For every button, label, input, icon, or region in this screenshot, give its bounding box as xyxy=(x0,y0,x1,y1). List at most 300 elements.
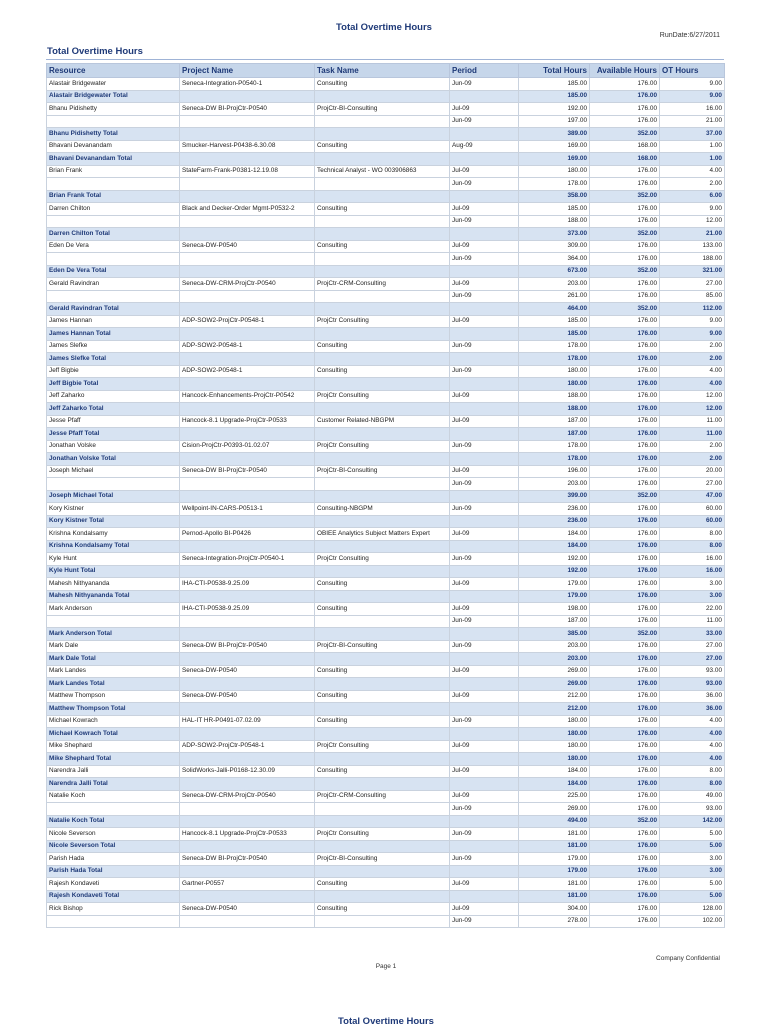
cell-ot-hours: 8.00 xyxy=(660,778,725,791)
cell-task xyxy=(315,490,450,503)
cell-period: Jun-09 xyxy=(450,715,519,728)
cell-task: Consulting xyxy=(315,203,450,216)
cell-available-hours: 176.00 xyxy=(590,440,660,453)
cell-task xyxy=(315,215,450,228)
cell-available-hours: 352.00 xyxy=(590,490,660,503)
cell-available-hours: 176.00 xyxy=(590,340,660,353)
cell-total-hours: 179.00 xyxy=(519,578,590,591)
cell-resource: Michael Kowrach xyxy=(47,715,180,728)
cell-ot-hours: 36.00 xyxy=(660,703,725,716)
cell-available-hours: 352.00 xyxy=(590,628,660,641)
cell-project xyxy=(180,653,315,666)
cell-available-hours: 176.00 xyxy=(590,203,660,216)
cell-task: Customer Related-NBGPM xyxy=(315,415,450,428)
subtotal-row xyxy=(47,628,725,641)
cell-available-hours: 176.00 xyxy=(590,640,660,653)
cell-period: Jun-09 xyxy=(450,915,519,928)
cell-period: Jul-09 xyxy=(450,690,519,703)
cell-period xyxy=(450,303,519,316)
cell-total-hours: 269.00 xyxy=(519,803,590,816)
cell-period: Jul-09 xyxy=(450,390,519,403)
cell-period xyxy=(450,428,519,441)
cell-project xyxy=(180,153,315,166)
cell-task: Consulting xyxy=(315,878,450,891)
cell-task xyxy=(315,128,450,141)
cell-project xyxy=(180,303,315,316)
cell-project: StateFarm-Frank-P0381-12.19.08 xyxy=(180,165,315,178)
cell-period: Jun-09 xyxy=(450,503,519,516)
subtotal-row xyxy=(47,490,725,503)
cell-task: Consulting xyxy=(315,903,450,916)
cell-period: Jun-09 xyxy=(450,340,519,353)
cell-task: Consulting xyxy=(315,240,450,253)
cell-project xyxy=(180,353,315,366)
cell-task: Consulting xyxy=(315,690,450,703)
cell-resource: Nicole Severson Total xyxy=(47,840,180,853)
cell-task xyxy=(315,353,450,366)
cell-ot-hours: 47.00 xyxy=(660,490,725,503)
cell-resource: Bhavani Devanandam xyxy=(47,140,180,153)
cell-resource: Rick Bishop xyxy=(47,903,180,916)
cell-task: ProjCtr Consulting xyxy=(315,828,450,841)
cell-ot-hours: 1.00 xyxy=(660,140,725,153)
cell-resource: Rajesh Kondaveti Total xyxy=(47,890,180,903)
cell-ot-hours: 2.00 xyxy=(660,178,725,191)
confidential-note: Company Confidential xyxy=(656,955,720,962)
subtotal-row xyxy=(47,540,725,553)
cell-resource: Matthew Thompson xyxy=(47,690,180,703)
cell-task xyxy=(315,303,450,316)
cell-task: ProjCtr Consulting xyxy=(315,553,450,566)
cell-period xyxy=(450,865,519,878)
cell-task xyxy=(315,453,450,466)
table-row xyxy=(47,615,725,628)
cell-task xyxy=(315,728,450,741)
cell-period: Jul-09 xyxy=(450,415,519,428)
cell-total-hours: 358.00 xyxy=(519,190,590,203)
cell-ot-hours: 4.00 xyxy=(660,365,725,378)
cell-period: Jul-09 xyxy=(450,790,519,803)
cell-period xyxy=(450,890,519,903)
cell-period xyxy=(450,815,519,828)
cell-total-hours: 494.00 xyxy=(519,815,590,828)
cell-project xyxy=(180,615,315,628)
table-row xyxy=(47,765,725,778)
cell-project: Seneca-DW BI-ProjCtr-P0540 xyxy=(180,640,315,653)
cell-ot-hours: 16.00 xyxy=(660,565,725,578)
cell-available-hours: 176.00 xyxy=(590,403,660,416)
cell-period xyxy=(450,328,519,341)
table-row xyxy=(47,465,725,478)
cell-resource: Mahesh Nithyananda xyxy=(47,578,180,591)
cell-resource: Mahesh Nithyananda Total xyxy=(47,590,180,603)
subtotal-row xyxy=(47,678,725,691)
cell-task: ProjCtr-CRM-Consulting xyxy=(315,790,450,803)
cell-period xyxy=(450,353,519,366)
table-row xyxy=(47,503,725,516)
next-page-title: Total Overtime Hours xyxy=(338,1016,434,1027)
cell-resource: Narendra Jalli Total xyxy=(47,778,180,791)
cell-available-hours: 176.00 xyxy=(590,353,660,366)
cell-resource xyxy=(47,915,180,928)
table-row xyxy=(47,715,725,728)
cell-resource: Eden De Vera Total xyxy=(47,265,180,278)
cell-total-hours: 225.00 xyxy=(519,790,590,803)
cell-resource: Michael Kowrach Total xyxy=(47,728,180,741)
subtotal-row xyxy=(47,403,725,416)
cell-resource: Bhavani Devanandam Total xyxy=(47,153,180,166)
cell-resource: Narendra Jalli xyxy=(47,765,180,778)
cell-ot-hours: 11.00 xyxy=(660,615,725,628)
table-row xyxy=(47,790,725,803)
cell-task xyxy=(315,178,450,191)
cell-period xyxy=(450,490,519,503)
cell-available-hours: 176.00 xyxy=(590,553,660,566)
cell-period: Jun-09 xyxy=(450,828,519,841)
cell-ot-hours: 12.00 xyxy=(660,390,725,403)
cell-period: Jun-09 xyxy=(450,803,519,816)
subtotal-row xyxy=(47,653,725,666)
cell-total-hours: 385.00 xyxy=(519,628,590,641)
table-row xyxy=(47,178,725,191)
cell-available-hours: 352.00 xyxy=(590,265,660,278)
cell-available-hours: 176.00 xyxy=(590,465,660,478)
cell-available-hours: 176.00 xyxy=(590,653,660,666)
cell-resource xyxy=(47,803,180,816)
cell-ot-hours: 27.00 xyxy=(660,653,725,666)
cell-task xyxy=(315,265,450,278)
cell-project xyxy=(180,478,315,491)
cell-period xyxy=(450,153,519,166)
table-row xyxy=(47,578,725,591)
col-header-task: Task Name xyxy=(315,64,450,78)
cell-resource: Gerald Ravindran xyxy=(47,278,180,291)
cell-project: Smucker-Harvest-P0438-6.30.08 xyxy=(180,140,315,153)
cell-project: Pernod-Apollo BI-P0426 xyxy=(180,528,315,541)
cell-ot-hours: 11.00 xyxy=(660,415,725,428)
cell-period: Jun-09 xyxy=(450,615,519,628)
cell-ot-hours: 102.00 xyxy=(660,915,725,928)
cell-available-hours: 176.00 xyxy=(590,840,660,853)
cell-total-hours: 197.00 xyxy=(519,115,590,128)
subtotal-row xyxy=(47,90,725,103)
cell-project xyxy=(180,890,315,903)
cell-available-hours: 176.00 xyxy=(590,378,660,391)
cell-resource: Kyle Hunt Total xyxy=(47,565,180,578)
cell-period: Jul-09 xyxy=(450,903,519,916)
table-row xyxy=(47,690,725,703)
table-row xyxy=(47,553,725,566)
cell-available-hours: 176.00 xyxy=(590,528,660,541)
table-row xyxy=(47,290,725,303)
cell-ot-hours: 85.00 xyxy=(660,290,725,303)
table-row xyxy=(47,528,725,541)
cell-ot-hours: 4.00 xyxy=(660,378,725,391)
cell-total-hours: 309.00 xyxy=(519,240,590,253)
cell-project xyxy=(180,865,315,878)
table-row xyxy=(47,478,725,491)
col-header-resource: Resource xyxy=(47,64,180,78)
cell-ot-hours: 3.00 xyxy=(660,578,725,591)
cell-project: Hancock-Enhancements-ProjCtr-P0542 xyxy=(180,390,315,403)
cell-resource: Eden De Vera xyxy=(47,240,180,253)
cell-task xyxy=(315,565,450,578)
subtotal-row xyxy=(47,428,725,441)
cell-total-hours: 269.00 xyxy=(519,678,590,691)
cell-task: Consulting xyxy=(315,578,450,591)
cell-task xyxy=(315,890,450,903)
cell-available-hours: 176.00 xyxy=(590,740,660,753)
table-row xyxy=(47,203,725,216)
subtotal-row xyxy=(47,865,725,878)
cell-ot-hours: 60.00 xyxy=(660,515,725,528)
cell-available-hours: 176.00 xyxy=(590,315,660,328)
cell-period xyxy=(450,90,519,103)
cell-resource: Mark Dale Total xyxy=(47,653,180,666)
cell-task xyxy=(315,915,450,928)
cell-project: Seneca-DW-P0540 xyxy=(180,665,315,678)
overtime-table xyxy=(46,63,725,928)
cell-period: Jun-09 xyxy=(450,253,519,266)
cell-period: Jul-09 xyxy=(450,240,519,253)
subtotal-row xyxy=(47,515,725,528)
cell-total-hours: 178.00 xyxy=(519,353,590,366)
table-row xyxy=(47,140,725,153)
cell-available-hours: 176.00 xyxy=(590,165,660,178)
cell-ot-hours: 8.00 xyxy=(660,765,725,778)
cell-resource: Rajesh Kondaveti xyxy=(47,878,180,891)
cell-period xyxy=(450,565,519,578)
cell-project xyxy=(180,90,315,103)
cell-project xyxy=(180,215,315,228)
cell-available-hours: 352.00 xyxy=(590,190,660,203)
cell-ot-hours: 22.00 xyxy=(660,603,725,616)
cell-available-hours: 176.00 xyxy=(590,890,660,903)
cell-available-hours: 176.00 xyxy=(590,615,660,628)
cell-ot-hours: 4.00 xyxy=(660,740,725,753)
cell-resource: Jonathan Volske xyxy=(47,440,180,453)
cell-total-hours: 203.00 xyxy=(519,640,590,653)
cell-total-hours: 198.00 xyxy=(519,603,590,616)
cell-resource: Mark Dale xyxy=(47,640,180,653)
table-row xyxy=(47,415,725,428)
table-row xyxy=(47,878,725,891)
cell-period: Jul-09 xyxy=(450,578,519,591)
cell-ot-hours: 5.00 xyxy=(660,840,725,853)
cell-period: Aug-09 xyxy=(450,140,519,153)
cell-available-hours: 176.00 xyxy=(590,103,660,116)
cell-available-hours: 176.00 xyxy=(590,78,660,91)
cell-ot-hours: 1.00 xyxy=(660,153,725,166)
cell-project: Seneca-DW-P0540 xyxy=(180,903,315,916)
title-divider xyxy=(46,59,724,60)
cell-project xyxy=(180,703,315,716)
subtotal-row xyxy=(47,565,725,578)
cell-task xyxy=(315,865,450,878)
cell-task: Consulting xyxy=(315,340,450,353)
cell-task: ProjCtr Consulting xyxy=(315,390,450,403)
cell-project: ADP-SOW2-P0548-1 xyxy=(180,365,315,378)
cell-ot-hours: 133.00 xyxy=(660,240,725,253)
cell-resource: Mark Landes xyxy=(47,665,180,678)
cell-resource: Nicole Severson xyxy=(47,828,180,841)
cell-period: Jul-09 xyxy=(450,465,519,478)
cell-period xyxy=(450,728,519,741)
cell-period: Jul-09 xyxy=(450,278,519,291)
cell-resource: Jeff Bigbie xyxy=(47,365,180,378)
cell-total-hours: 187.00 xyxy=(519,415,590,428)
cell-available-hours: 176.00 xyxy=(590,665,660,678)
cell-resource: Mike Shephard Total xyxy=(47,753,180,766)
cell-project: SolidWorks-Jalli-P0168-12.30.09 xyxy=(180,765,315,778)
cell-period: Jul-09 xyxy=(450,765,519,778)
table-row xyxy=(47,278,725,291)
cell-ot-hours: 93.00 xyxy=(660,665,725,678)
cell-project: Seneca-DW BI-ProjCtr-P0540 xyxy=(180,465,315,478)
cell-task xyxy=(315,290,450,303)
cell-project: Seneca-DW-CRM-ProjCtr-P0540 xyxy=(180,790,315,803)
cell-available-hours: 352.00 xyxy=(590,815,660,828)
cell-total-hours: 187.00 xyxy=(519,428,590,441)
cell-task xyxy=(315,403,450,416)
cell-total-hours: 278.00 xyxy=(519,915,590,928)
cell-project: Wellpoint-IN-CARS-P0513-1 xyxy=(180,503,315,516)
cell-task xyxy=(315,228,450,241)
cell-available-hours: 176.00 xyxy=(590,90,660,103)
cell-total-hours: 180.00 xyxy=(519,165,590,178)
cell-project xyxy=(180,728,315,741)
cell-task xyxy=(315,678,450,691)
cell-available-hours: 176.00 xyxy=(590,765,660,778)
cell-period: Jun-09 xyxy=(450,478,519,491)
cell-period: Jul-09 xyxy=(450,603,519,616)
cell-available-hours: 176.00 xyxy=(590,790,660,803)
page-number: Page 1 xyxy=(375,963,397,970)
table-header-row xyxy=(47,64,725,78)
cell-period: Jul-09 xyxy=(450,165,519,178)
cell-available-hours: 176.00 xyxy=(590,753,660,766)
cell-available-hours: 176.00 xyxy=(590,515,660,528)
cell-total-hours: 178.00 xyxy=(519,178,590,191)
cell-available-hours: 168.00 xyxy=(590,140,660,153)
subtotal-row xyxy=(47,128,725,141)
cell-task xyxy=(315,515,450,528)
cell-available-hours: 176.00 xyxy=(590,365,660,378)
cell-ot-hours: 4.00 xyxy=(660,165,725,178)
cell-total-hours: 192.00 xyxy=(519,103,590,116)
cell-task xyxy=(315,615,450,628)
cell-total-hours: 184.00 xyxy=(519,765,590,778)
cell-ot-hours: 12.00 xyxy=(660,215,725,228)
cell-project: Seneca-DW-P0540 xyxy=(180,690,315,703)
cell-total-hours: 188.00 xyxy=(519,390,590,403)
table-row xyxy=(47,365,725,378)
cell-total-hours: 179.00 xyxy=(519,853,590,866)
cell-task xyxy=(315,703,450,716)
cell-total-hours: 187.00 xyxy=(519,615,590,628)
cell-ot-hours: 27.00 xyxy=(660,478,725,491)
cell-available-hours: 176.00 xyxy=(590,715,660,728)
cell-task: Consulting xyxy=(315,603,450,616)
cell-total-hours: 373.00 xyxy=(519,228,590,241)
cell-available-hours: 352.00 xyxy=(590,228,660,241)
cell-resource: Krishna Kondalsamy Total xyxy=(47,540,180,553)
cell-resource: Darren Chilton xyxy=(47,203,180,216)
cell-total-hours: 180.00 xyxy=(519,378,590,391)
cell-total-hours: 269.00 xyxy=(519,665,590,678)
cell-task xyxy=(315,753,450,766)
cell-resource: Matthew Thompson Total xyxy=(47,703,180,716)
cell-ot-hours: 9.00 xyxy=(660,315,725,328)
cell-ot-hours: 8.00 xyxy=(660,540,725,553)
cell-ot-hours: 188.00 xyxy=(660,253,725,266)
cell-available-hours: 176.00 xyxy=(590,803,660,816)
subtotal-row xyxy=(47,753,725,766)
cell-ot-hours: 33.00 xyxy=(660,628,725,641)
cell-available-hours: 176.00 xyxy=(590,878,660,891)
cell-task: Consulting-NBGPM xyxy=(315,503,450,516)
cell-project: Hancock-8.1 Upgrade-ProjCtr-P0533 xyxy=(180,415,315,428)
cell-task xyxy=(315,190,450,203)
table-body xyxy=(47,78,725,928)
cell-period: Jun-09 xyxy=(450,215,519,228)
cell-project: Seneca-DW-CRM-ProjCtr-P0540 xyxy=(180,278,315,291)
cell-task xyxy=(315,778,450,791)
cell-ot-hours: 142.00 xyxy=(660,815,725,828)
cell-period: Jun-09 xyxy=(450,78,519,91)
cell-resource xyxy=(47,115,180,128)
cell-resource: Jeff Zaharko xyxy=(47,390,180,403)
cell-project xyxy=(180,678,315,691)
cell-resource: Jesse Pfaff Total xyxy=(47,428,180,441)
subtotal-row xyxy=(47,815,725,828)
cell-resource: Natalie Koch Total xyxy=(47,815,180,828)
cell-ot-hours: 4.00 xyxy=(660,728,725,741)
cell-period: Jul-09 xyxy=(450,203,519,216)
subtotal-row xyxy=(47,265,725,278)
cell-task: ProjCtr-BI-Consulting xyxy=(315,103,450,116)
subtotal-row xyxy=(47,190,725,203)
subtotal-row xyxy=(47,303,725,316)
cell-available-hours: 176.00 xyxy=(590,865,660,878)
run-date: RunDate:6/27/2011 xyxy=(659,32,720,39)
cell-available-hours: 176.00 xyxy=(590,240,660,253)
cell-ot-hours: 36.00 xyxy=(660,690,725,703)
cell-task: OBIEE Analytics Subject Matters Expert xyxy=(315,528,450,541)
cell-ot-hours: 3.00 xyxy=(660,590,725,603)
cell-project xyxy=(180,590,315,603)
cell-period xyxy=(450,590,519,603)
cell-ot-hours: 2.00 xyxy=(660,440,725,453)
cell-available-hours: 352.00 xyxy=(590,128,660,141)
table-row xyxy=(47,903,725,916)
subtotal-row xyxy=(47,840,725,853)
cell-total-hours: 185.00 xyxy=(519,203,590,216)
cell-resource: Brian Frank Total xyxy=(47,190,180,203)
cell-project xyxy=(180,265,315,278)
cell-project: Black and Decker-Order Mgmt-P0532-2 xyxy=(180,203,315,216)
cell-period xyxy=(450,628,519,641)
cell-total-hours: 180.00 xyxy=(519,715,590,728)
cell-period: Jul-09 xyxy=(450,103,519,116)
cell-total-hours: 673.00 xyxy=(519,265,590,278)
cell-task xyxy=(315,590,450,603)
cell-project xyxy=(180,565,315,578)
cell-total-hours: 184.00 xyxy=(519,528,590,541)
cell-task: Consulting xyxy=(315,78,450,91)
cell-period xyxy=(450,840,519,853)
table-row xyxy=(47,440,725,453)
